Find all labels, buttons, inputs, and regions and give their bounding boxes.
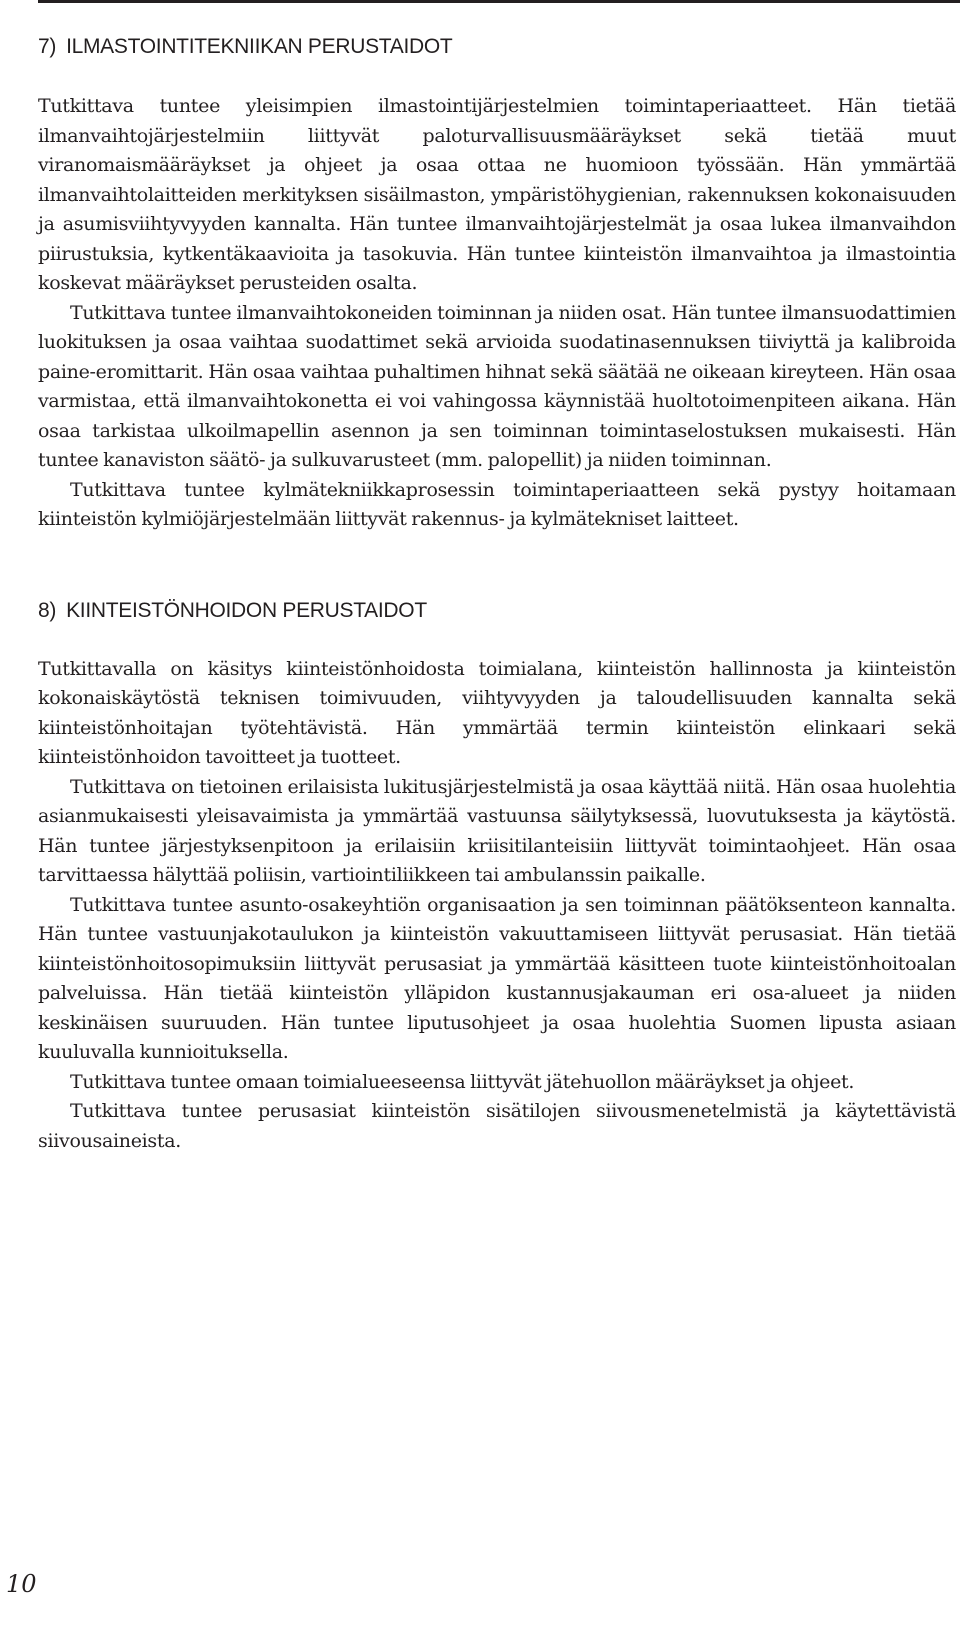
paragraph: Tutkittava tuntee yleisimpien ilmastointijärjestelmien toimintaperiaatteet. Hän tietää ilmanvaihtojärjestelmiin liittyvät paloturvallisuusmääräykset sekä tietää muut viranomaismääräykset ja ohjeet ja osaa ottaa ne huomioon työssään. Hän ymmärtää ilmanvaihtolaitteiden merkityksen sisäilmaston, ympäristöhygienian, rakennuksen kokonaisuuden ja asumisviihtyvyyden kannalta. Hän tuntee ilmanvaihtojärjestelmät ja osaa lukea ilmanvaihdon piirustuksia, kytkentäkaavioita ja tasokuvia. Hän tuntee kiinteistön ilmanvaihtoa ja ilmastointia koskevat määräykset perusteiden osalta. [38,95,956,294]
paragraph: Tutkittava tuntee perusasiat kiinteistön sisätilojen siivousmenetelmistä ja käytettävistä siivousaineista. [38,1100,956,1152]
section-title: ILMASTOINTITEKNIIKAN PERUSTAIDOT [66,35,453,58]
section-heading [38,594,956,628]
section-kiinteistonhoito [38,594,956,1157]
section-number: 8) [38,598,57,622]
paragraph: Tutkittava tuntee kylmätekniikkaprosessin toimintaperiaatteen sekä pystyy hoitamaan kiinteistön kylmiöjärjestelmään liittyvät rakennus- ja kylmätekniset laitteet. [38,478,956,530]
top-rule [38,0,960,3]
paragraph: Tutkittava on tietoinen erilaisista lukitusjärjestelmistä ja osaa käyttää niitä. Hän osaa huolehtia asianmukaisesti yleisavaimista ja ymmärtää vastuunsa säilytyksessä, luovutuksesta ja käytöstä. Hän tuntee järjestyksenpitoon ja erilaisiin kriisitilanteisiin liittyvät toimintaohjeet. Hän osaa tarvittaessa hälyttää poliisin, vartiointiliikkeen tai ambulanssin paikalle. [38,775,956,886]
section-heading [38,30,956,64]
page-content [38,30,956,1156]
section-ilmastointitekniikka [38,30,956,535]
section-title: KIINTEISTÖNHOIDON PERUSTAIDOT [66,598,427,622]
paragraph: Tutkittava tuntee omaan toimialueeseensa liittyvät jätehuollon määräykset ja ohjeet. [70,1070,855,1093]
paragraph: Tutkittava tuntee ilmanvaihtokoneiden toiminnan ja niiden osat. Hän tuntee ilmansuodattimien luokituksen ja osaa vaihtaa suodattimet sekä arvioida suodatinasennuksen tiiviyttä ja kalibroida paine-eromittarit. Hän osaa vaihtaa puhaltimen hihnat sekä säätää ne oikeaan kireyteen. Hän osaa varmistaa, että ilmanvaihtokonetta ei voi vahingossa käynnistää huoltotoimenpiteen aikana. Hän osaa tarkistaa ulkoilmapellin asennon ja sen toiminnan toimintaselostuksen mukaisesti. Hän tuntee kanaviston säätö- ja sulkuvarusteet (mm. palopellit) ja niiden toiminnan. [38,301,956,471]
section-number: 7) [38,35,57,58]
paragraph: Tutkittava tuntee asunto-osakeyhtiön organisaation ja sen toiminnan päätöksenteon kannalta. Hän tuntee vastuunjakotaulukon ja kiinteistön vakuuttamiseen liittyvät perusasiat. Hän tietää kiinteistönhoitosopimuksiin liittyvät perusasiat ja ymmärtää käsitteen tuote kiinteistönhoitoalan palveluissa. Hän tietää kiinteistön ylläpidon kustannusjakauman eri osa-alueet ja niiden keskinäisen suuruuden. Hän tuntee liputusohjeet ja osaa huolehtia Suomen lipusta asiaan kuuluvalla kunnioituksella. [38,893,956,1063]
page-number: 10 [6,1570,37,1598]
paragraph: Tutkittavalla on käsitys kiinteistönhoidosta toimialana, kiinteistön hallinnosta ja kiinteistön kokonaiskäytöstä teknisen toimivuuden, viihtyvyyden ja taloudellisuuden kannalta sekä kiinteistönhoitajan työtehtävistä. Hän ymmärtää termin kiinteistön elinkaari sekä kiinteistönhoidon tavoitteet ja tuotteet. [38,657,956,768]
